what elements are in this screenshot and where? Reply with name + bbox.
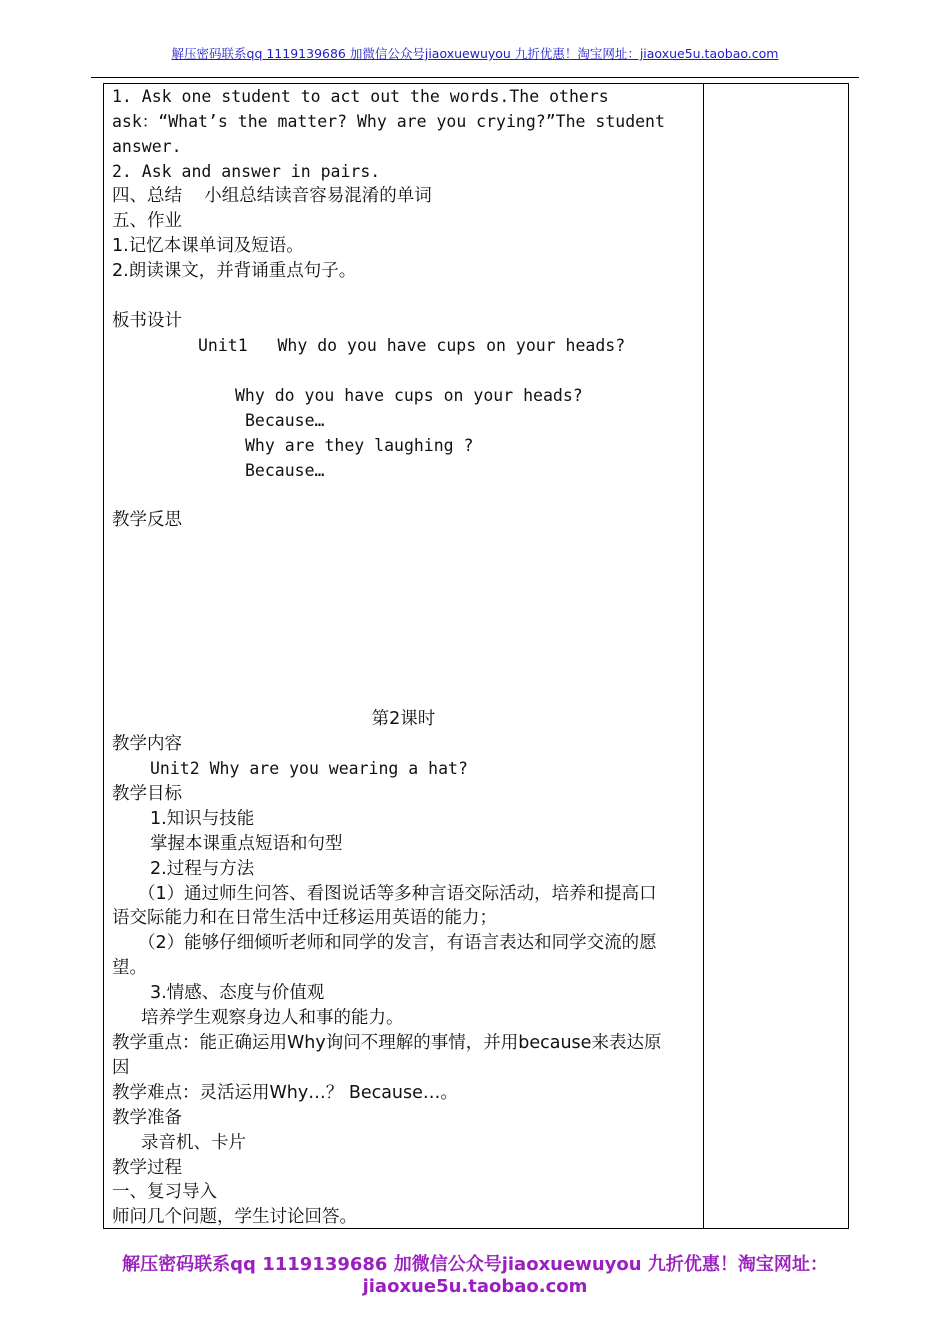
footer-banner bbox=[0, 1254, 950, 1298]
header-divider bbox=[91, 77, 859, 78]
lesson-plan-table bbox=[103, 83, 849, 1229]
difficult-points: 教学难点：灵活运用Why…？ Because…。 bbox=[112, 1083, 458, 1103]
unit-title: Unit2 Why are you wearing a hat? bbox=[150, 759, 468, 778]
text-line: answer. bbox=[112, 137, 182, 156]
homework-item: 1.记忆本课单词及短语。 bbox=[112, 236, 304, 256]
process-step: 一、复习导入 bbox=[112, 1182, 217, 1202]
objective-text: 掌握本课重点短语和句型 bbox=[150, 834, 343, 854]
header-contact-link[interactable]: 解压密码联系qq 1119139686 加微信公众号jiaoxuewuyou 九折优惠！淘宝网址：jiaoxue5u.taobao.com bbox=[171, 46, 779, 61]
objectives-heading: 教学目标 bbox=[112, 784, 182, 804]
text-line: 1. Ask one student to act out the words.The others bbox=[112, 87, 609, 106]
footer-banner-line: 解压密码联系qq 1119139686 加微信公众号jiaoxuewuyou 九折优惠！淘宝网址： bbox=[122, 1254, 828, 1275]
objective-text: （2）能够仔细倾听老师和同学的发言，有语言表达和同学交流的愿 bbox=[138, 933, 657, 953]
board-line: Because… bbox=[245, 411, 325, 430]
process-text: 师问几个问题，学生讨论回答。 bbox=[112, 1207, 357, 1227]
objective-subheading: 3.情感、态度与价值观 bbox=[150, 983, 325, 1003]
homework-item: 2.朗读课文，并背诵重点句子。 bbox=[112, 261, 357, 281]
key-points: 教学重点：能正确运用Why询问不理解的事情，并用because来表达原 bbox=[112, 1033, 662, 1053]
key-points: 因 bbox=[112, 1058, 130, 1078]
objective-subheading: 2.过程与方法 bbox=[150, 859, 255, 879]
process-heading: 教学过程 bbox=[112, 1158, 182, 1178]
board-line: Because… bbox=[245, 461, 325, 480]
reflection-heading: 教学反思 bbox=[112, 510, 182, 530]
lesson-content-cell bbox=[104, 84, 703, 1228]
table-column-divider bbox=[703, 84, 704, 1228]
objective-text: 语交际能力和在日常生活中迁移运用英语的能力； bbox=[112, 908, 497, 928]
section-homework: 五、作业 bbox=[112, 211, 182, 231]
objective-text: 培养学生观察身边人和事的能力。 bbox=[141, 1008, 404, 1028]
section-summary: 四、总结 小组总结读音容易混淆的单词 bbox=[112, 186, 432, 206]
preparation-text: 录音机、卡片 bbox=[141, 1133, 246, 1153]
board-unit-title: Unit1 Why do you have cups on your heads? bbox=[198, 336, 626, 355]
objective-text: （1）通过师生问答、看图说话等多种言语交际活动，培养和提高口 bbox=[138, 884, 657, 904]
footer-banner-link[interactable]: jiaoxue5u.taobao.com bbox=[362, 1276, 588, 1297]
board-line: Why are they laughing ? bbox=[245, 436, 474, 455]
objective-text: 望。 bbox=[112, 958, 147, 978]
preparation-heading: 教学准备 bbox=[112, 1108, 182, 1128]
lesson-period-title: 第2课时 bbox=[371, 709, 436, 729]
board-line: Why do you have cups on your heads? bbox=[235, 386, 583, 405]
text-line: ask：“What’s the matter? Why are you crying?”The student bbox=[112, 112, 665, 131]
objective-subheading: 1.知识与技能 bbox=[150, 809, 255, 829]
content-heading: 教学内容 bbox=[112, 734, 182, 754]
text-line: 2. Ask and answer in pairs. bbox=[112, 162, 381, 181]
board-design-heading: 板书设计 bbox=[112, 311, 182, 331]
